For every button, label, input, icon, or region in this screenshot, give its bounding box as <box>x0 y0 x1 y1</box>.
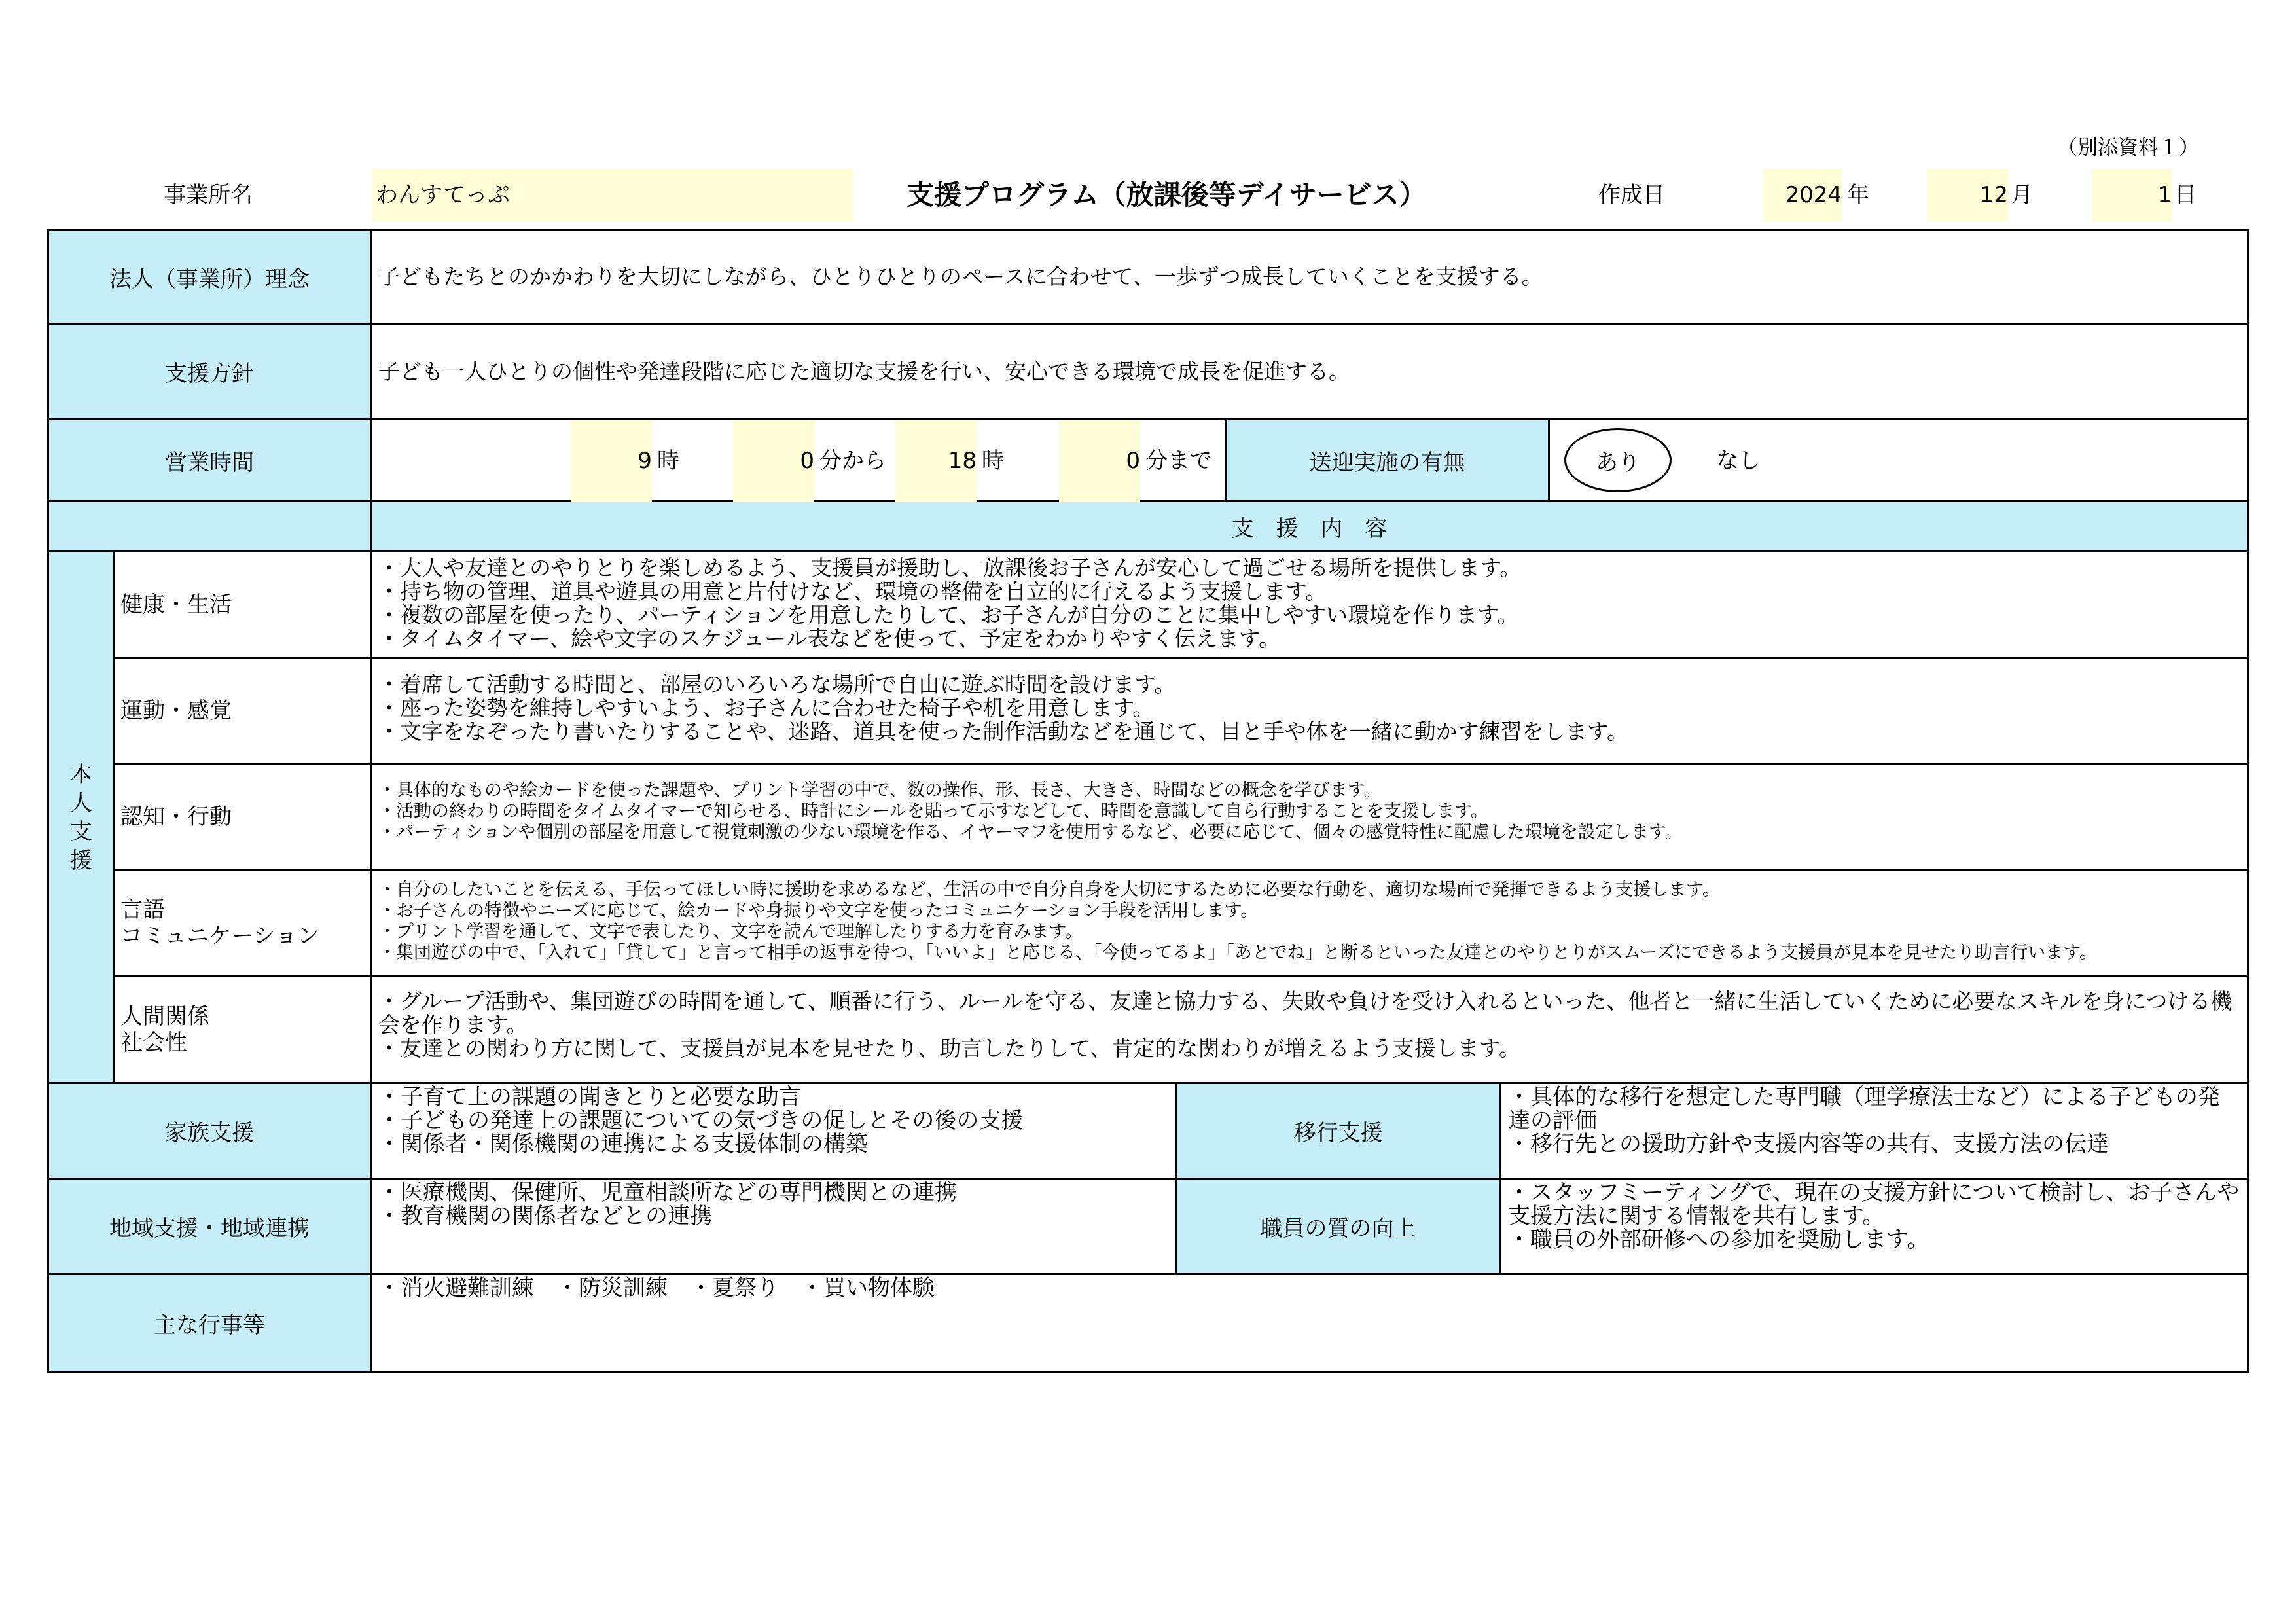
area-language-communication-text: ・自分のしたいことを伝える、手伝ってほしい時に援助を求めるなど、生活の中で自分自身を大切にするために必要な行動を、適切な場面で発揮できるよう支援します。 ・お子さんの特徴やニーズに応じて、絵カードや身振りや文字を使ったコミュニケーション手段を活用します。 ・プリント学習を通して、文字で表したり、文字を読んで理解したりする力を育みます。 ・集団遊びの中で、「入れて」「貸して」と言って相手の返事を待つ、「いいよ」と応じる、「今使ってるよ」「あとでね」と断るといった友達とのやりとりがスムーズにできるよう支援員が見本を見せたり助言行います。 <box>372 871 2249 977</box>
transport-label: 送迎実施の有無 <box>1227 420 1550 502</box>
content-header-blank <box>47 502 372 552</box>
support-program-table <box>47 229 2249 1373</box>
family-support-text: ・子育て上の課題の聞きとりと必要な助言 ・子どもの発達上の課題についての気づきの促しとその後の支援 ・関係者・関係機関の連携による支援体制の構築 <box>372 1084 1177 1180</box>
day-unit: 日 <box>2174 182 2197 208</box>
policy-label: 支援方針 <box>47 325 372 420</box>
page-title: 支援プログラム（放課後等デイサービス） <box>906 179 1427 211</box>
transition-support-label: 移行支援 <box>1177 1084 1501 1180</box>
area-health-living-label: 健康・生活 <box>115 552 372 659</box>
community-support-label: 地域支援・地域連携 <box>47 1180 372 1275</box>
area-cognition-behavior-text: ・具体的なものや絵カードを使った課題や、プリント学習の中で、数の操作、形、長さ、大きさ、時間などの概念を学びます。 ・活動の終わりの時間をタイムタイマーで知らせる、時計にシールを貼って示すなどして、時間を意識して自ら行動することを支援します。 ・パーティションや個別の部屋を用意して視覚刺激の少ない環境を作る、イヤーマフを使用するなど、必要に応じて、個々の感覚特性に配慮した環境を設定します。 <box>372 765 2249 871</box>
hours-label: 営業時間 <box>47 420 372 502</box>
year-value: 2024 <box>1763 169 1842 221</box>
staff-quality-text: ・スタッフミーティングで、現在の支援方針について検討し、お子さんや支援方法に関する情報を共有します。 ・職員の外部研修への参加を奨励します。 <box>1501 1180 2249 1275</box>
family-support-label: 家族支援 <box>47 1084 372 1180</box>
philosophy-label: 法人（事業所）理念 <box>47 229 372 325</box>
end-hour-unit: 時 <box>982 448 1004 474</box>
transport-cell <box>1550 420 2249 502</box>
end-hour: 18 <box>895 420 977 502</box>
transport-no: なし <box>1716 448 1761 474</box>
office-name: わんすてっぷ <box>372 169 853 221</box>
area-cognition-behavior-label: 認知・行動 <box>115 765 372 871</box>
month-value: 12 <box>1927 169 2008 221</box>
self-support-label: 本人支援 <box>47 552 115 1084</box>
year-unit: 年 <box>1847 182 1869 208</box>
area-motor-sensory-text: ・着席して活動する時間と、部屋のいろいろな場所で自由に遊ぶ時間を設けます。 ・座った姿勢を維持しやすいよう、お子さんに合わせた椅子や机を用意します。 ・文字をなぞったり書いたりすることや、迷路、道具を使った制作活動などを通じて、目と手や体を一緒に動かす練習をします。 <box>372 659 2249 765</box>
area-relationships-social-label: 人間関係 社会性 <box>115 977 372 1084</box>
start-minute: 0 <box>733 420 814 502</box>
content-header: 支 援 内 容 <box>372 502 2249 552</box>
community-support-text: ・医療機関、保健所、児童相談所などの専門機関との連携 ・教育機関の関係者などとの連携 <box>372 1180 1177 1275</box>
events-text: ・消火避難訓練 ・防災訓練 ・夏祭り ・買い物体験 <box>372 1275 2249 1373</box>
area-relationships-social-text: ・グループ活動や、集団遊びの時間を通して、順番に行う、ルールを守る、友達と協力する、失敗や負けを受け入れるといった、他者と一緒に生活していくために必要なスキルを身につける機会を作ります。 ・友達との関わり方に関して、支援員が見本を見せたり、助言したりして、肯定的な関わりが増えるよう支援します。 <box>372 977 2249 1084</box>
office-label: 事業所名 <box>164 182 253 208</box>
start-minute-unit: 分から <box>819 448 886 474</box>
hours-cell <box>372 420 1227 502</box>
month-unit: 月 <box>2011 182 2033 208</box>
policy-text: 子ども一人ひとりの個性や発達段階に応じた適切な支援を行い、安心できる環境で成長を促進する。 <box>372 325 2249 420</box>
area-motor-sensory-label: 運動・感覚 <box>115 659 372 765</box>
events-label: 主な行事等 <box>47 1275 372 1373</box>
day-value: 1 <box>2092 169 2172 221</box>
area-language-communication-label: 言語 コミュニケーション <box>115 871 372 977</box>
start-hour: 9 <box>571 420 652 502</box>
transition-support-text: ・具体的な移行を想定した専門職（理学療法士など）による子どもの発達の評価 ・移行先との援助方針や支援内容等の共有、支援方法の伝達 <box>1501 1084 2249 1180</box>
start-hour-unit: 時 <box>657 448 679 474</box>
date-label: 作成日 <box>1598 182 1665 208</box>
area-health-living-text: ・大人や友達とのやりとりを楽しめるよう、支援員が援助し、放課後お子さんが安心して過ごせる場所を提供します。 ・持ち物の管理、道具や遊具の用意と片付けなど、環境の整備を自立的に行えるよう支援します。 ・複数の部屋を使ったり、パーティションを用意したりして、お子さんが自分のことに集中しやすい環境を作ります。 ・タイムタイマー、絵や文字のスケジュール表などを使って、予定をわかりやすく伝えます。 <box>372 552 2249 659</box>
philosophy-text: 子どもたちとのかかわりを大切にしながら、ひとりひとりのペースに合わせて、一歩ずつ成長していくことを支援する。 <box>372 229 2249 325</box>
reference-note: （別添資料１） <box>2057 136 2199 160</box>
transport-yes-circled: あり <box>1564 428 1672 492</box>
end-minute-unit: 分まで <box>1145 448 1212 474</box>
staff-quality-label: 職員の質の向上 <box>1177 1180 1501 1275</box>
end-minute: 0 <box>1059 420 1140 502</box>
